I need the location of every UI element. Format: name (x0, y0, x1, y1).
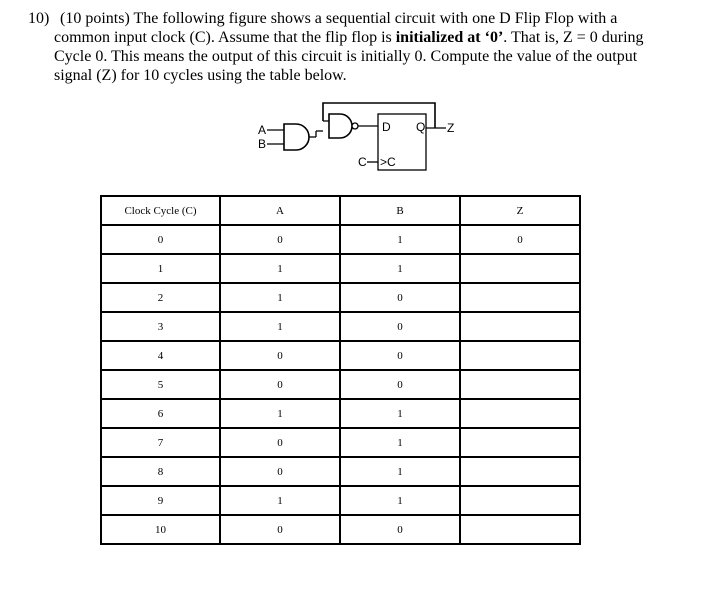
cell-b: 1 (340, 486, 460, 515)
cell-b: 0 (340, 312, 460, 341)
table-row (101, 283, 580, 312)
cell-z[interactable] (460, 515, 580, 544)
circuit-label-c: C (358, 155, 367, 169)
cell-z[interactable] (460, 312, 580, 341)
cell-z[interactable] (460, 370, 580, 399)
cell-z[interactable] (460, 428, 580, 457)
nand-gate-2 (329, 114, 352, 138)
ff-label-d: D (382, 120, 391, 134)
cell-a: 0 (220, 457, 340, 486)
cell-a: 1 (220, 399, 340, 428)
table-row (101, 428, 580, 457)
cell-a: 0 (220, 370, 340, 399)
cell-b: 0 (340, 515, 460, 544)
table-row (101, 370, 580, 399)
table-header-row (101, 196, 580, 225)
question-line-2 (54, 28, 644, 47)
cell-cycle: 7 (101, 428, 220, 457)
ff-label-clk: >C (380, 155, 396, 169)
cell-b: 1 (340, 428, 460, 457)
cell-cycle: 3 (101, 312, 220, 341)
circuit-label-b: B (258, 137, 267, 151)
table-row (101, 312, 580, 341)
circuit-diagram (250, 96, 470, 178)
cell-z[interactable]: 0 (460, 225, 580, 254)
cell-z[interactable] (460, 486, 580, 515)
header-z: Z (460, 196, 580, 225)
question-line-3: Cycle 0. This means the output of this circuit is initially 0. Compute the value of the output (54, 48, 638, 65)
header-clock-cycle: Clock Cycle (C) (101, 196, 220, 225)
table-row (101, 341, 580, 370)
circuit-label-z: Z (447, 121, 455, 135)
cell-b: 1 (340, 399, 460, 428)
cell-z[interactable] (460, 341, 580, 370)
cell-b: 0 (340, 341, 460, 370)
cell-a: 1 (220, 312, 340, 341)
header-b: B (340, 196, 460, 225)
cell-z[interactable] (460, 399, 580, 428)
cell-a: 0 (220, 225, 340, 254)
cell-b: 1 (340, 457, 460, 486)
table-row (101, 457, 580, 486)
cell-b: 1 (340, 225, 460, 254)
cell-a: 0 (220, 341, 340, 370)
cell-b: 0 (340, 370, 460, 399)
cell-a: 1 (220, 486, 340, 515)
cell-cycle: 6 (101, 399, 220, 428)
table-row (101, 399, 580, 428)
cell-cycle: 9 (101, 486, 220, 515)
table-row (101, 225, 580, 254)
cell-z[interactable] (460, 254, 580, 283)
cell-a: 0 (220, 515, 340, 544)
question-line-2-bold: initialized at ‘0’ (395, 29, 504, 46)
cell-b: 1 (340, 254, 460, 283)
cycle-table (100, 195, 581, 545)
cell-a: 1 (220, 254, 340, 283)
and-gate-1 (284, 124, 309, 150)
cell-cycle: 5 (101, 370, 220, 399)
cell-a: 0 (220, 428, 340, 457)
question-line-4: signal (Z) for 10 cycles using the table below. (54, 67, 347, 84)
cell-a: 1 (220, 283, 340, 312)
ff-label-q: Q (416, 120, 426, 134)
cell-cycle: 0 (101, 225, 220, 254)
table-row (101, 515, 580, 544)
question-line-2-start: common input clock (C). Assume that the flip flop is (54, 29, 392, 46)
cell-z[interactable] (460, 457, 580, 486)
question-line-1: (10 points) The following figure shows a sequential circuit with one D Flip Flop with a (60, 10, 618, 27)
cell-cycle: 1 (101, 254, 220, 283)
cell-cycle: 4 (101, 341, 220, 370)
cell-cycle: 2 (101, 283, 220, 312)
question-number: 10) (28, 10, 50, 27)
cell-b: 0 (340, 283, 460, 312)
cell-cycle: 8 (101, 457, 220, 486)
question-line-2-end: . That is, Z = 0 during (503, 29, 644, 46)
cell-z[interactable] (460, 283, 580, 312)
table-row (101, 486, 580, 515)
circuit-label-a: A (258, 123, 267, 137)
header-a: A (220, 196, 340, 225)
cell-cycle: 10 (101, 515, 220, 544)
table-row (101, 254, 580, 283)
